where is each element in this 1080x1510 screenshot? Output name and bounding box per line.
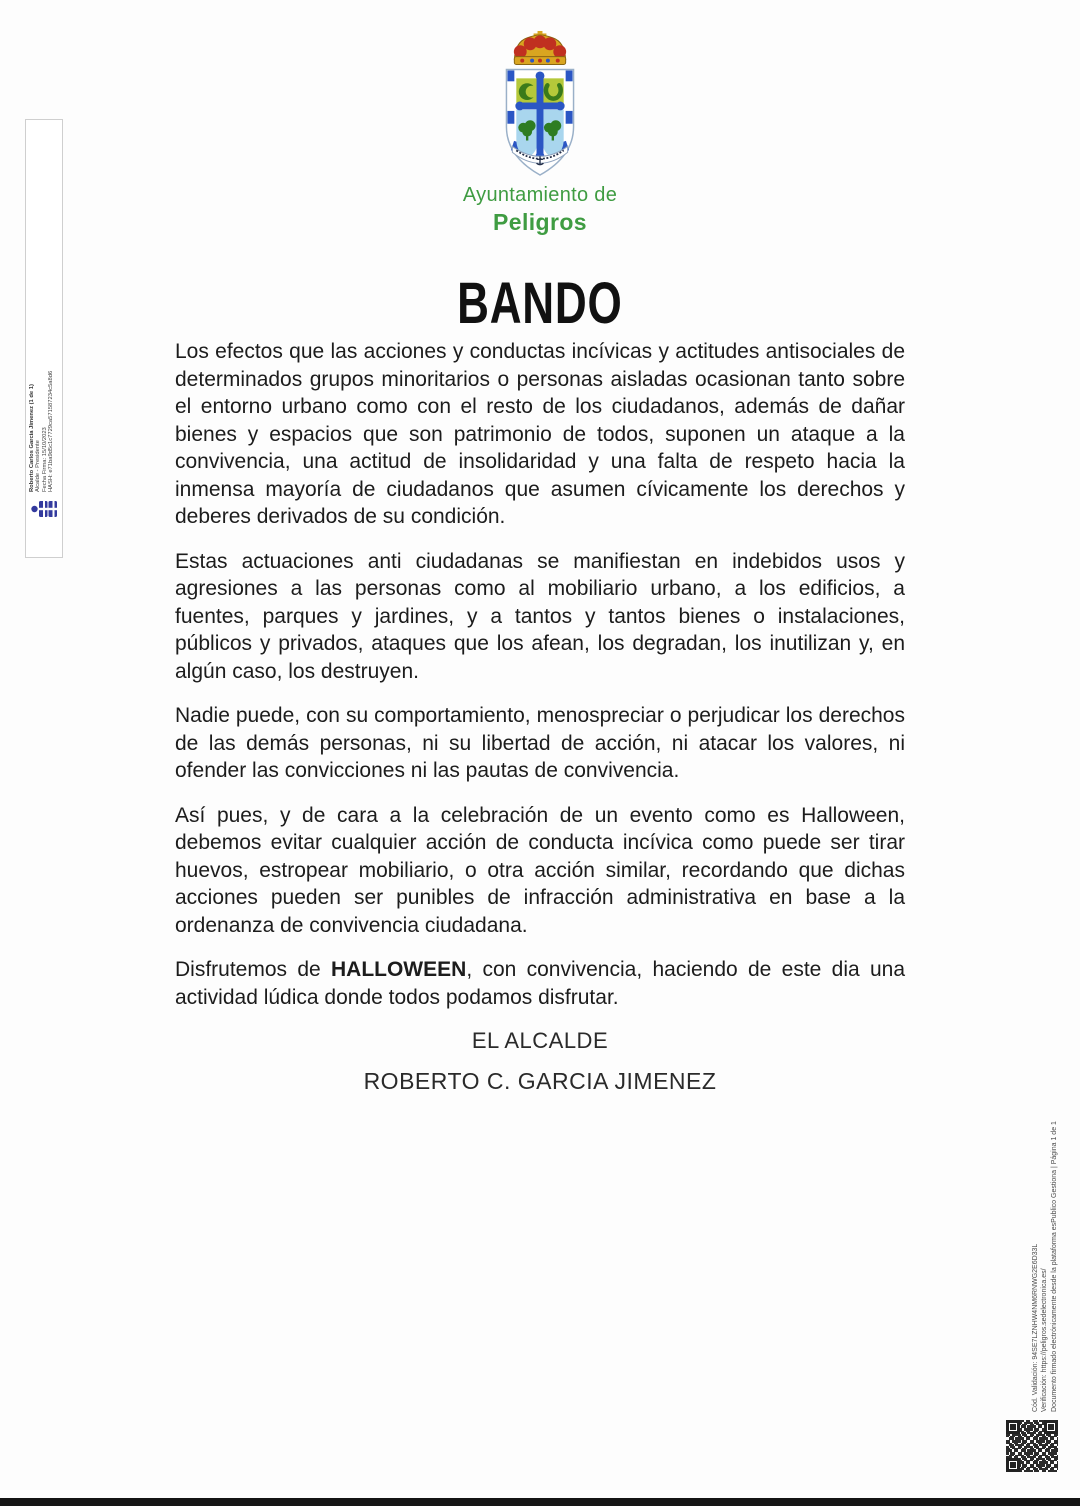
platform-note-line: Documento firmado electrónicamente desde la plataforma esPublico Gestiona | Página 1 de 1: [1050, 1121, 1058, 1412]
left-margin-signature-text: [29, 330, 55, 492]
paragraph-1: Los efectos que las acciones y conductas incívicas y actitudes antisociales de determinados grupos minoritarios o personas aisladas ocasionan tanto sobre el entorno urbano como con el resto de los ciudadanos, además de dañar bienes y espacios que son patrimonio de todos, suponen un ataque a la convivencia, una actitud de insolidaridad y una falta de respeto hacia la inmensa mayoría de ciudadanos que asumen cívicamente los derechos y deberes derivados de su condición.: [175, 340, 905, 528]
signature-block: [0, 1028, 1080, 1095]
right-margin-validation-text: [1031, 1094, 1063, 1412]
signer-role-line: Alcalde - Presidente: [35, 440, 42, 492]
peligros-coat-of-arms-icon: [485, 30, 595, 178]
closing-prefix: Disfrutemos de: [175, 958, 331, 981]
signature-hash-line: HASH: e71ba9d5c1c7729ca571587234c5a8d6: [48, 370, 55, 492]
page-title: BANDO: [457, 271, 623, 336]
validation-code-line: Cód. Validación: 94SE7LZNHW4NM6RNWG2E6D33L: [1032, 1243, 1039, 1412]
closing-highlight: HALLOWEEN: [330, 958, 467, 981]
qr-finder-bottom-left: [1006, 1458, 1020, 1472]
paragraph-3: Nadie puede, con su comportamiento, menospreciar o perjudicar los derechos de las demás personas, ni su libertad de acción, ni atacar los valores, ni ofender las convicciones ni las pautas de convivencia.: [175, 704, 905, 782]
signature-stamp-icon: [31, 498, 58, 520]
qr-code-icon: [1006, 1420, 1058, 1472]
header: [0, 30, 1080, 236]
org-name-line1: Ayuntamiento de: [462, 184, 618, 206]
bottom-scan-bar: [0, 1498, 1080, 1506]
org-name-line2: Peligros: [493, 209, 587, 235]
paragraph-2: Estas actuaciones anti ciudadanas se manifiestan en indebidos usos y agresiones a las personas como al mobiliario urbano, a los edificios, a fuentes, parques y jardines, y a tantos y tantos bienes o instalaciones, públicos y privados, ataques que los afean, los degradan, los inutilizan y, en algún caso, los destruyen.: [175, 549, 905, 683]
signature-name: ROBERTO C. GARCIA JIMENEZ: [363, 1068, 717, 1094]
verification-url-line: Verificación: https://peligros.sedelectronica.es/: [1041, 1268, 1049, 1412]
paragraph-4: Así pues, y de cara a la celebración de un evento como es Halloween, debemos evitar cualquier acción de conducta incívica como puede ser tirar huevos, estropear mobiliario, o otra acción similar, recordando que dichas acciones pueden ser punibles de infracción administrativa en base a la ordenanza de convivencia ciudadana.: [175, 803, 905, 937]
signature-date-line: Fecha Firma: 15/10/2023: [41, 427, 48, 492]
signer-name-line: Roberto Carlos Garcia Jimenez (1 de 1): [29, 384, 35, 492]
signature-role: EL ALCALDE: [471, 1028, 609, 1053]
qr-finder-top-left: [1006, 1420, 1020, 1434]
document-body: [175, 338, 905, 1028]
qr-finder-top-right: [1044, 1420, 1058, 1434]
closing-suffix: , con convivencia, haciendo de este dia una actividad lúdica donde todos podamos disfrutar.: [175, 958, 905, 1009]
paragraph-closing: [175, 956, 905, 1011]
